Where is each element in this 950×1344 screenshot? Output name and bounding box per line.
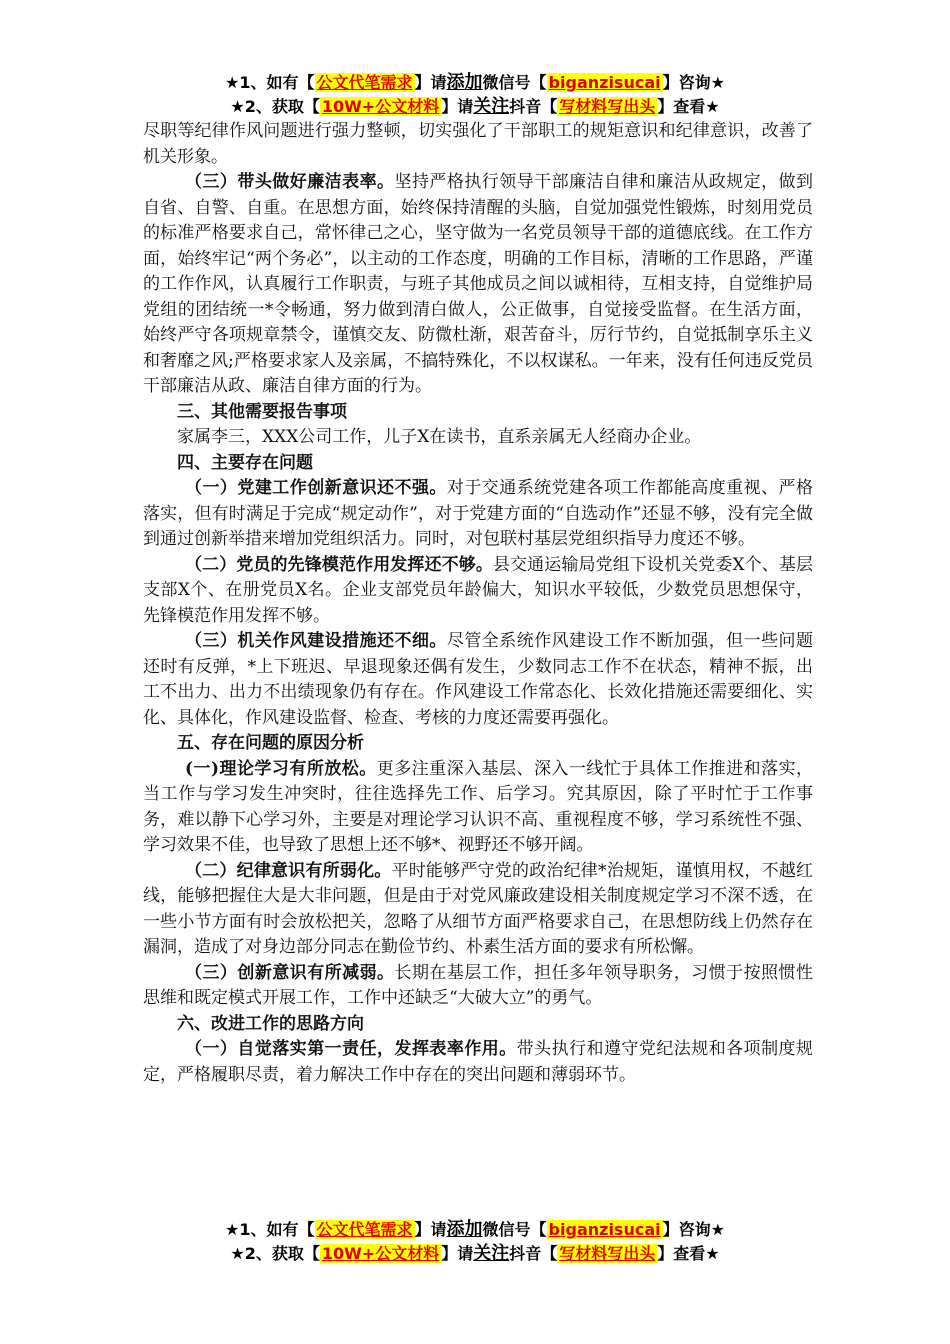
banner-emphasis: 关注 xyxy=(473,1243,510,1264)
banner-text: 】查看★ xyxy=(657,1244,720,1263)
paragraph xyxy=(143,859,813,961)
paragraph-title: (一)理论学习有所放松。 xyxy=(185,758,377,779)
highlight-service: 公文代笔需求 xyxy=(316,73,413,92)
paragraph-body: 更多注重深入基层、深入一线忙于具体工作推进和落实，当工作与学习发生冲突时，往往选择先工作、后学习。究其原因，除了平时忙于工作事务，难以静下心学习外，主要是对理论学习认识不高、重视程度不够，学习系统性不强、学习效果不佳，也导致了思想上还不够*、视野还不够开阔。 xyxy=(143,758,814,855)
banner-text: ★1、如有【 xyxy=(225,1220,315,1239)
paragraph-body: 对于交通系统党建各项工作都能高度重视、严格落实，但有时满足于完成“规定动作”，对于党建方面的“自选动作”还显不够，没有完全做到通过创新举措来增加党组织活力。同时，对包联村基层党组织指导力度还不够。 xyxy=(143,478,814,549)
banner-text: 微信号【 xyxy=(482,1220,547,1239)
banner-text: 抖音【 xyxy=(509,1244,558,1263)
document-body xyxy=(143,119,813,1088)
paragraph-body: 尽管全系统作风建设工作不断加强，但一些问题还时有反弹，*上下班迟、早退现象还偶有发生，少数同志工作不在状态，精神不振，出工不出力、出力不出绩现象仍有存在。作风建设工作常态化、长效化措施还需要细化、实化、具体化，作风建设监督、检查、考核的力度还需要再强化。 xyxy=(143,631,814,728)
paragraph xyxy=(143,170,813,400)
paragraph-body: 长期在基层工作，担任多年领导职务，习惯于按照惯性思维和既定模式开展工作，工作中还缺乏“大破大立”的勇气。 xyxy=(143,962,814,1008)
promo-banner-top-1 xyxy=(0,70,950,96)
banner-text: 】请 xyxy=(414,1220,447,1239)
highlight-douyin-account: 写材料写出头 xyxy=(559,97,656,116)
paragraph xyxy=(143,553,813,630)
paragraph-title: （一）自觉落实第一责任，发挥表率作用。 xyxy=(185,1039,517,1059)
highlight-service: 公文代笔需求 xyxy=(316,1220,413,1239)
paragraph-title: （二）党员的先锋模范作用发挥还不够。 xyxy=(185,554,493,575)
banner-text: 微信号【 xyxy=(482,73,547,92)
highlight-materials: 10W+公文材料 xyxy=(321,1244,440,1263)
section-heading: 六、改进工作的思路方向 xyxy=(177,1013,364,1034)
banner-emphasis: 关注 xyxy=(473,96,510,117)
banner-text: 】查看★ xyxy=(657,97,720,116)
banner-text: 】咨询★ xyxy=(662,1220,725,1239)
paragraph-title: （三）带头做好廉洁表率。 xyxy=(185,172,395,192)
section-heading: 五、存在问题的原因分析 xyxy=(177,733,364,753)
banner-text: 】请 xyxy=(414,73,447,92)
paragraph xyxy=(143,476,813,553)
banner-text: 】请 xyxy=(441,97,474,116)
section-heading: 四、主要存在问题 xyxy=(177,452,313,473)
banner-text: 】咨询★ xyxy=(662,73,725,92)
highlight-douyin-account: 写材料写出头 xyxy=(559,1244,656,1263)
banner-text: ★2、获取【 xyxy=(230,1244,320,1263)
paragraph-title: （一）党建工作创新意识还不强。 xyxy=(185,478,447,498)
paragraph-title: （二）纪律意识有所弱化。 xyxy=(185,860,392,881)
promo-banner-bottom-1 xyxy=(0,1217,950,1243)
paragraph-body: 坚持严格执行领导干部廉洁自律和廉洁从政规定，做到自省、自警、自重。在思想方面，始终保持清醒的头脑，自觉加强党性锻炼，时刻用党员的标准严格要求自己，常怀律己之心，坚守做为一名党员领导干部的道德底线。在工作方面，始终牢记“两个务必”，以主动的工作态度，明确的工作目标，清晰的工作思路，严谨的工作作风，认真履行工作职责，与班子其他成员之间以诚相待，互相支持，自觉维护局党组的团结统一*令畅通，努力做到清白做人，公正做事，自觉接受监督。在生活方面，始终严守各项规章禁令，谨慎交友、防微杜渐，艰苦奋斗，厉行节约，自觉抵制享乐主义和奢靡之风;严格要求家人及亲属，不搞特殊化，不以权谋私。一年来，没有任何违反党员干部廉洁从政、廉洁自律方面的行为。 xyxy=(143,172,814,396)
banner-text: 】请 xyxy=(441,1244,474,1263)
highlight-materials: 10W+公文材料 xyxy=(321,97,440,116)
paragraph-title: （三）机关作风建设措施还不细。 xyxy=(185,631,447,651)
paragraph-body: 平时能够严守党的政治纪律*治规矩，谨慎用权，不越红线，能够把握住大是大非问题，但是由于对党风廉政建设相关制度规定学习不深不透，在一些小节方面有时会放松把关，忽略了从细节方面严格要求自己，在思想防线上仍然存在漏洞，造成了对身边部分同志在勤俭节约、朴素生活方面的要求有所松懈。 xyxy=(143,860,813,957)
banner-emphasis: 添加 xyxy=(446,1219,483,1240)
paragraph xyxy=(143,757,813,859)
paragraph-title: （三）创新意识有所减弱。 xyxy=(185,962,395,983)
promo-banner-top-2 xyxy=(0,94,950,120)
banner-emphasis: 添加 xyxy=(446,72,483,93)
banner-text: 抖音【 xyxy=(509,97,558,116)
paragraph-body: 带头执行和遵守党纪法规和各项制度规定，严格履职尽责，着力解决工作中存在的突出问题和薄弱环节。 xyxy=(143,1039,814,1085)
banner-text: ★1、如有【 xyxy=(225,73,315,92)
banner-text: ★2、获取【 xyxy=(230,97,320,116)
promo-banner-bottom-2 xyxy=(0,1241,950,1267)
highlight-wechat-id: biganzisucai xyxy=(548,1220,661,1239)
highlight-wechat-id: biganzisucai xyxy=(548,73,661,92)
paragraph xyxy=(143,1037,813,1088)
paragraph xyxy=(143,629,813,731)
paragraph: 家属李三，XXX公司工作，儿子X在读书，直系亲属无人经商办企业。 xyxy=(177,427,702,447)
section-heading: 三、其他需要报告事项 xyxy=(177,401,347,422)
paragraph-body: 县交通运输局党组下设机关党委X个、基层支部X个、在册党员X名。企业支部党员年龄偏大，知识水平较低，少数党员思想保守，先锋模范作用发挥不够。 xyxy=(143,554,814,626)
paragraph: 尽职等纪律作风问题进行强力整顿，切实强化了干部职工的规矩意识和纪律意识，改善了机关形象。 xyxy=(143,121,813,167)
paragraph xyxy=(143,961,813,1012)
